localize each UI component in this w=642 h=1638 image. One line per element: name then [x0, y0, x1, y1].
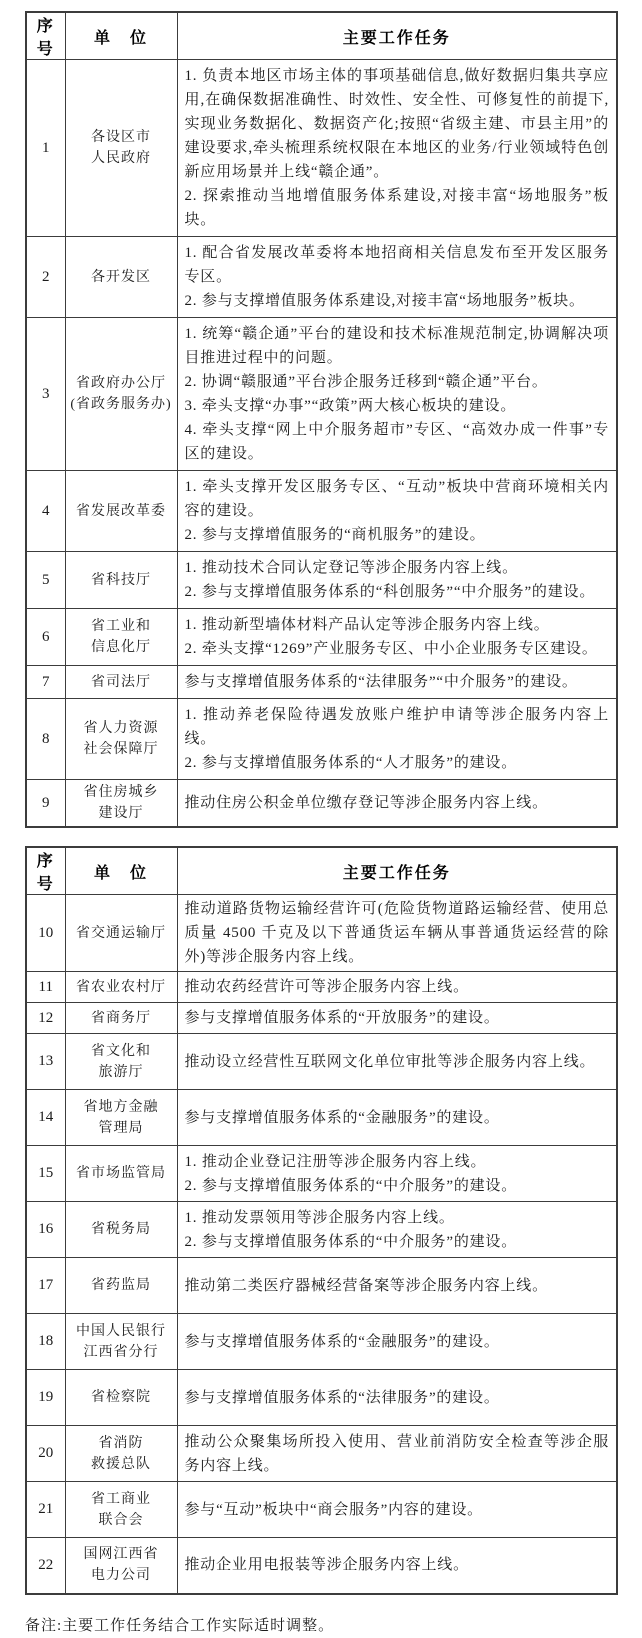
row-serial-number: 19	[26, 1370, 65, 1426]
unit-name-line: 省发展改革委	[76, 503, 166, 519]
unit-name-line: 省工商业	[91, 1491, 151, 1507]
unit-name-line: 省检察院	[91, 1390, 151, 1405]
task-table-2	[25, 846, 618, 1595]
table-row	[26, 1426, 617, 1482]
task-item: 推动设立经营性互联网文化单位审批等涉企服务内容上线。	[184, 1053, 596, 1070]
unit-name-line: (省政务服务办)	[70, 397, 172, 412]
task-item: 1. 推动企业登记注册等涉企服务内容上线。	[184, 1153, 487, 1170]
task-item: 参与支撑增值服务体系的“法律服务”的建设。	[184, 1389, 500, 1406]
unit-name	[65, 1314, 177, 1370]
unit-name	[65, 1538, 177, 1594]
unit-name-line: 各开发区	[91, 269, 151, 285]
table-row	[26, 1090, 617, 1146]
task-item: 1. 推动技术合同认定登记等涉企服务内容上线。	[184, 560, 518, 576]
unit-name-line: 电力公司	[91, 1568, 151, 1584]
main-tasks	[177, 1538, 617, 1594]
table-row	[26, 972, 617, 1003]
main-tasks	[177, 1314, 617, 1370]
task-item: 1. 负责本地区市场主体的事项基础信息,做好数据归集共享应用,在确保数据准确性、时效性、安全性、可修复性的前提下,实现业务数据化、数据资产化;按照“省级主建、市县主用”的建设要求,牵头梳理系统权限在本地区的业务/行业领域特色创新应用场景并上线“赣企通”。	[184, 68, 609, 180]
task-item: 参与支撑增值服务体系的“开放服务”的建设。	[184, 1010, 500, 1026]
main-tasks	[177, 699, 617, 780]
row-serial-number: 12	[26, 1003, 65, 1034]
task-item: 1. 推动发票领用等涉企服务内容上线。	[184, 1209, 455, 1226]
table-row	[26, 237, 617, 318]
row-serial-number: 7	[26, 666, 65, 699]
task-table-1	[25, 11, 618, 828]
table-row	[26, 552, 617, 609]
task-item: 2. 协调“赣服通”平台涉企服务迁移到“赣企通”平台。	[184, 374, 548, 390]
task-item: 2. 牵头支撑“1269”产业服务专区、中小企业服务专区建设。	[184, 641, 598, 657]
main-tasks	[177, 972, 617, 1003]
unit-name-line: 省交通运输厅	[76, 925, 166, 941]
unit-name	[65, 895, 177, 972]
main-tasks	[177, 1426, 617, 1482]
row-serial-number: 6	[26, 609, 65, 666]
task-item: 推动农药经营许可等涉企服务内容上线。	[184, 979, 469, 995]
unit-name	[65, 552, 177, 609]
main-tasks	[177, 237, 617, 318]
task-item: 参与支撑增值服务体系的“金融服务”的建设。	[184, 1109, 500, 1126]
task-item: 1. 统筹“赣企通”平台的建设和技术标准规范制定,协调解决项目推进过程中的问题。	[184, 326, 609, 366]
task-item: 1. 推动新型墙体材料产品认定等涉企服务内容上线。	[184, 617, 550, 633]
table-row	[26, 1370, 617, 1426]
main-tasks	[177, 60, 617, 237]
unit-name-line: 江西省分行	[83, 1344, 159, 1360]
task-item: 4. 牵头支撑“网上中介服务超市”专区、“高效办成一件事”专区的建设。	[184, 422, 609, 462]
header-unit: 单 位	[65, 847, 177, 895]
row-serial-number: 17	[26, 1258, 65, 1314]
main-tasks	[177, 1202, 617, 1258]
unit-name-line: 社会保障厅	[83, 742, 159, 757]
task-item: 2. 参与支撑增值服务的“商机服务”的建设。	[184, 527, 486, 543]
unit-name	[65, 1090, 177, 1146]
unit-name	[65, 972, 177, 1003]
header-main-tasks: 主要工作任务	[177, 12, 617, 60]
table-row	[26, 1314, 617, 1370]
task-item: 推动企业用电报装等涉企服务内容上线。	[184, 1557, 469, 1574]
unit-name	[65, 1426, 177, 1482]
task-item: 推动公众聚集场所投入使用、营业前消防安全检查等涉企服务内容上线。	[184, 1433, 609, 1474]
main-tasks	[177, 666, 617, 699]
unit-name-line: 建设厅	[98, 806, 144, 821]
task-item: 3. 牵头支撑“办事”“政策”两大核心板块的建设。	[184, 398, 517, 414]
task-item: 推动住房公积金单位缴存登记等涉企服务内容上线。	[184, 795, 548, 811]
unit-name-line: 省科技厅	[91, 572, 151, 588]
unit-name-line: 救援总队	[91, 1456, 151, 1472]
header-serial-number: 序号	[26, 847, 65, 895]
unit-name	[65, 1003, 177, 1034]
table-row	[26, 699, 617, 780]
unit-name-line: 旅游厅	[98, 1064, 144, 1080]
table-row	[26, 1003, 617, 1034]
unit-name	[65, 1258, 177, 1314]
unit-name	[65, 1146, 177, 1202]
unit-name	[65, 699, 177, 780]
main-tasks	[177, 1482, 617, 1538]
main-tasks	[177, 471, 617, 552]
main-tasks	[177, 1258, 617, 1314]
footer-note: 备注:主要工作任务结合工作实际适时调整。	[25, 1617, 335, 1634]
task-item: 推动道路货物运输经营许可(危险货物道路运输经营、使用总质量 4500 千克及以下普通货运车辆从事普通货运经营的除外)等涉企服务内容上线。	[184, 901, 609, 965]
row-serial-number: 9	[26, 780, 65, 828]
main-tasks	[177, 1003, 617, 1034]
unit-name-line: 人民政府	[91, 151, 151, 166]
main-tasks	[177, 1370, 617, 1426]
row-serial-number: 8	[26, 699, 65, 780]
table-header-row	[26, 12, 617, 60]
unit-name	[65, 1370, 177, 1426]
main-tasks	[177, 1090, 617, 1146]
task-item: 参与“互动”板块中“商会服务”内容的建设。	[184, 1501, 483, 1518]
unit-name-line: 省政府办公厅	[76, 376, 166, 391]
main-tasks	[177, 609, 617, 666]
table-header-row	[26, 847, 617, 895]
unit-name-line: 省地方金融	[83, 1099, 159, 1115]
header-serial-number: 序号	[26, 12, 65, 60]
task-item: 推动第二类医疗器械经营备案等涉企服务内容上线。	[184, 1277, 548, 1294]
table-row	[26, 1034, 617, 1090]
task-item: 2. 参与支撑增值服务体系的“人才服务”的建设。	[184, 755, 518, 771]
task-item: 参与支撑增值服务体系的“金融服务”的建设。	[184, 1333, 500, 1350]
task-item: 2. 参与支撑增值服务体系的“中介服务”的建设。	[184, 1177, 518, 1194]
unit-name	[65, 609, 177, 666]
task-item: 参与支撑增值服务体系的“法律服务”“中介服务”的建设。	[184, 674, 578, 690]
table-row	[26, 1202, 617, 1258]
unit-name-line: 省药监局	[91, 1278, 151, 1293]
row-serial-number: 18	[26, 1314, 65, 1370]
table-row	[26, 60, 617, 237]
table-row	[26, 666, 617, 699]
unit-name-line: 省商务厅	[91, 1010, 151, 1026]
task-item: 1. 配合省发展改革委将本地招商相关信息发布至开发区服务专区。	[184, 245, 609, 285]
unit-name	[65, 666, 177, 699]
main-tasks	[177, 552, 617, 609]
unit-name-line: 省住房城乡	[83, 785, 159, 800]
unit-name	[65, 1482, 177, 1538]
table-row	[26, 895, 617, 972]
row-serial-number: 2	[26, 237, 65, 318]
unit-name-line: 省工业和	[91, 619, 151, 634]
task-item: 1. 推动养老保险待遇发放账户维护申请等涉企服务内容上线。	[184, 707, 609, 747]
table-row	[26, 1146, 617, 1202]
unit-name-line: 各设区市	[91, 130, 151, 145]
row-serial-number: 11	[26, 972, 65, 1003]
row-serial-number: 4	[26, 471, 65, 552]
unit-name-line: 省税务局	[91, 1222, 151, 1237]
task-item: 2. 参与支撑增值服务体系建设,对接丰富“场地服务”板块。	[184, 293, 585, 309]
unit-name-line: 省农业农村厅	[76, 979, 166, 995]
main-tasks	[177, 780, 617, 828]
row-serial-number: 21	[26, 1482, 65, 1538]
task-item: 2. 参与支撑增值服务体系的“中介服务”的建设。	[184, 1233, 518, 1250]
unit-name-line: 信息化厅	[91, 640, 151, 655]
table-row	[26, 609, 617, 666]
unit-name-line: 国网江西省	[83, 1547, 159, 1563]
header-unit: 单 位	[65, 12, 177, 60]
row-serial-number: 3	[26, 318, 65, 471]
table-row	[26, 780, 617, 828]
unit-name-line: 联合会	[98, 1512, 144, 1528]
row-serial-number: 5	[26, 552, 65, 609]
row-serial-number: 22	[26, 1538, 65, 1594]
unit-name	[65, 780, 177, 828]
unit-name-line: 省人力资源	[83, 721, 159, 736]
unit-name	[65, 237, 177, 318]
row-serial-number: 10	[26, 895, 65, 972]
unit-name	[65, 471, 177, 552]
unit-name-line: 省市场监管局	[76, 1166, 166, 1181]
unit-name-line: 省文化和	[91, 1043, 151, 1059]
unit-name-line: 管理局	[98, 1120, 144, 1136]
table-row	[26, 1482, 617, 1538]
row-serial-number: 13	[26, 1034, 65, 1090]
unit-name	[65, 60, 177, 237]
main-tasks	[177, 1034, 617, 1090]
task-item: 2. 探索推动当地增值服务体系建设,对接丰富“场地服务”板块。	[184, 188, 609, 228]
unit-name-line: 中国人民银行	[76, 1323, 166, 1339]
task-item: 2. 参与支撑增值服务体系的“科创服务”“中介服务”的建设。	[184, 584, 596, 600]
unit-name-line: 省消防	[98, 1435, 144, 1451]
unit-name	[65, 1202, 177, 1258]
unit-name-line: 省司法厅	[91, 674, 151, 690]
main-tasks	[177, 1146, 617, 1202]
row-serial-number: 15	[26, 1146, 65, 1202]
row-serial-number: 1	[26, 60, 65, 237]
row-serial-number: 16	[26, 1202, 65, 1258]
main-tasks	[177, 895, 617, 972]
table-row	[26, 1538, 617, 1594]
unit-name	[65, 1034, 177, 1090]
task-item: 1. 牵头支撑开发区服务专区、“互动”板块中营商环境相关内容的建设。	[184, 479, 609, 519]
row-serial-number: 20	[26, 1426, 65, 1482]
table-row	[26, 471, 617, 552]
header-main-tasks: 主要工作任务	[177, 847, 617, 895]
table-row	[26, 1258, 617, 1314]
table-row	[26, 318, 617, 471]
unit-name	[65, 318, 177, 471]
row-serial-number: 14	[26, 1090, 65, 1146]
main-tasks	[177, 318, 617, 471]
